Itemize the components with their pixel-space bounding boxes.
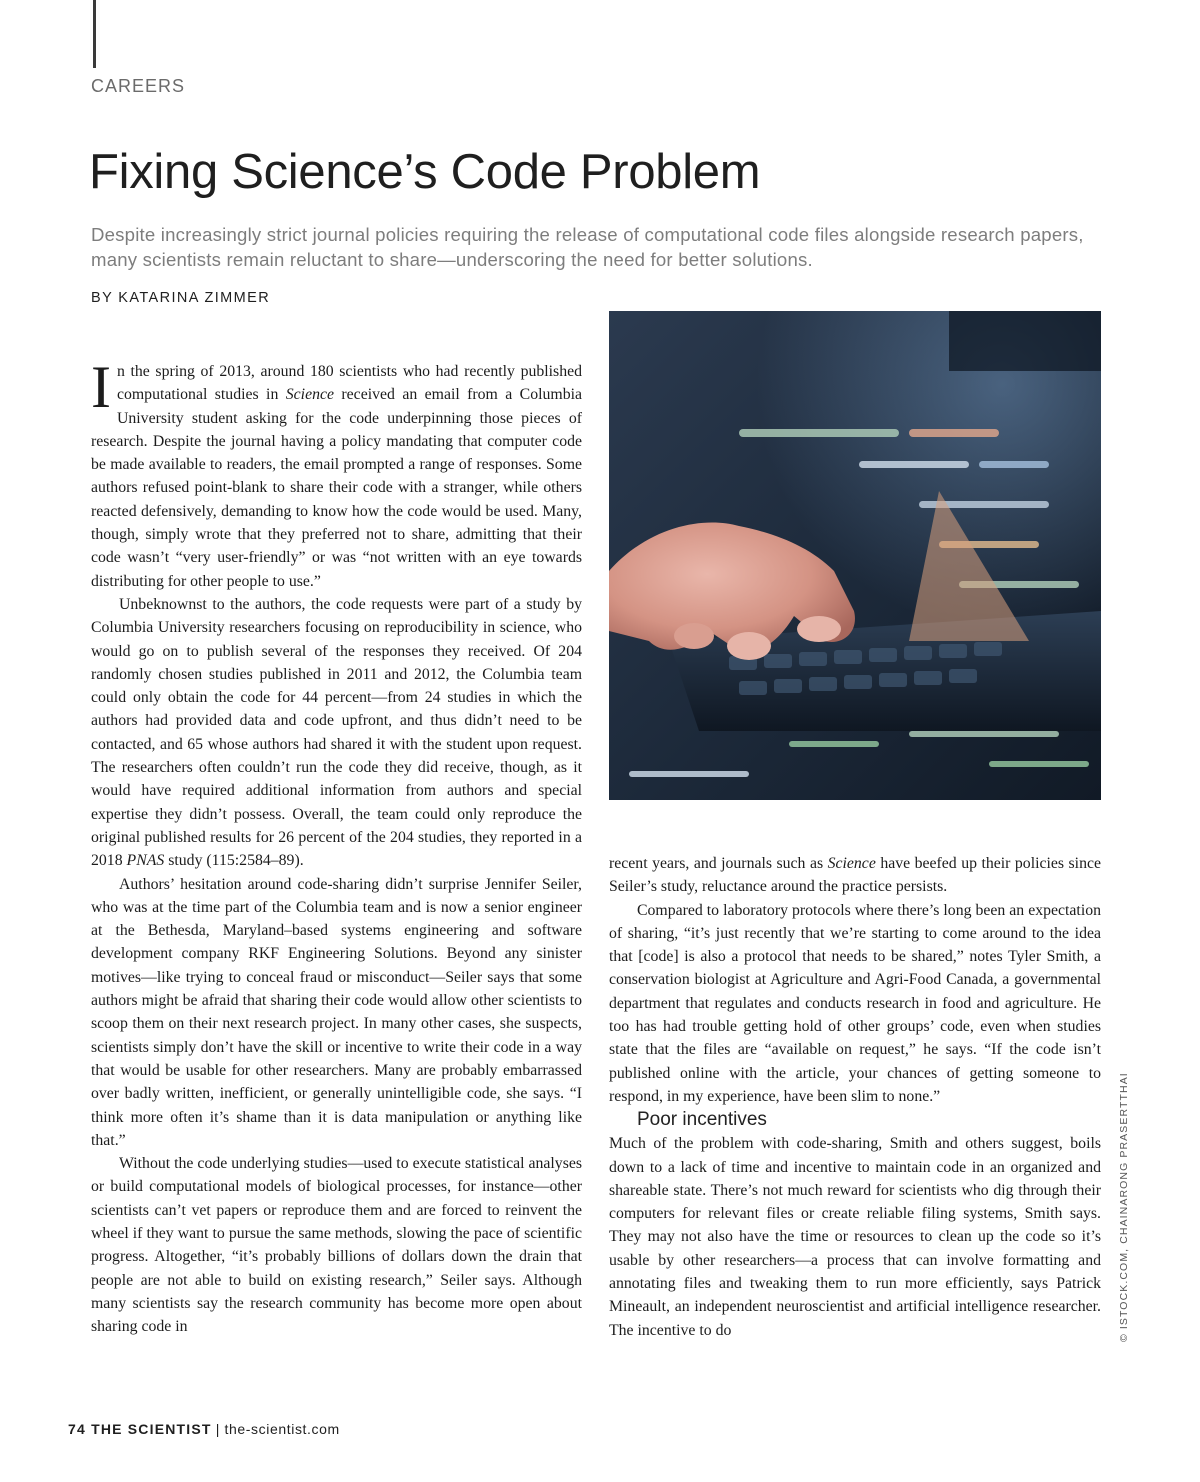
section-label: CAREERS xyxy=(91,76,186,96)
magazine-name: THE SCIENTIST xyxy=(91,1421,212,1437)
photo-credit: © ISTOCK.COM, CHAINARONG PRASERTTHAI xyxy=(1118,1072,1130,1342)
paragraph-5: recent years, and journals such as Science have beefed up their policies since Seiler’s study, reluctance around the practice persists. xyxy=(609,855,1101,896)
keyboard-code-photo xyxy=(609,311,1101,800)
page-number: 74 xyxy=(68,1421,86,1437)
article-dek: Despite increasingly strict journal policies requiring the release of computational code files alongside research papers, many scientists remain reluctant to share—underscoring the need for better solutions. xyxy=(91,224,1084,270)
article-column-left xyxy=(91,354,582,1338)
article-title: Fixing Science’s Code Problem xyxy=(89,145,761,199)
website-link[interactable]: the-scientist.com xyxy=(224,1421,340,1437)
page-footer xyxy=(68,1421,340,1437)
drop-cap: I xyxy=(91,354,111,420)
subhead-poor-incentives: Poor incentives xyxy=(637,1109,767,1131)
paragraph-1: In the spring of 2013, around 180 scientists who had recently published computational studies in Science received an email from a Columbia University student asking for the code underpinning those pieces of research. Despite the journal having a policy mandating that computer code be made available to readers, the email prompted a range of responses. Some authors refused point-blank to share their code with a stranger, while others reacted defensively, demanding to know how the code would be used. Many, though, simply wrote that they preferred not to share, admitting that their code wasn’t “very user-friendly” or was “not written with an eye towards distributing for other people to use.” xyxy=(91,354,582,590)
paragraph-2: Unbeknownst to the authors, the code requests were part of a study by Columbia University researchers focusing on reproducibility in science, who would go on to publish several of the responses they received. Of 204 randomly chosen studies published in 2011 and 2012, the Columbia team could only obtain the code for 44 percent—from 24 studies in which the authors had provided data and code upfront, and thus didn’t need to be contacted, and 65 whose authors had shared it with the student upon request. The researchers often couldn’t run the code they did receive, though, as it would have required additional information from authors and special expertise they didn’t possess. Overall, the team could only reproduce the original published results for 26 percent of the 204 studies, they reported in a 2018 PNAS study (115:2584–89). xyxy=(91,595,582,870)
header-rule xyxy=(93,0,96,68)
paragraph-7: Much of the problem with code-sharing, Smith and others suggest, boils down to a lack of time and incentive to maintain code in an organized and shareable state. There’s not much reward for scientists who dig through their computers for relevant files or create reliable filing systems, Smith says. They may not also have the time or resources to clean up the code so it’s usable by other researchers—a process that can involve formatting and annotating files and tweaking them to run more efficiently, says Patrick Mineault, an independent neuroscientist and artificial intelligence researcher. The incentive to do xyxy=(609,1135,1101,1339)
paragraph-3: Authors’ hesitation around code-sharing didn’t surprise Jennifer Seiler, who was at the time part of the Columbia team and is now a senior engineer at the Bethesda, Maryland–based systems engineering and software development company RKF Engineering Solutions. Beyond any sinister motives—like trying to conceal fraud or misconduct—Seiler says that some authors might be afraid that sharing their code would allow other scientists to scoop them on their next research project. In many other cases, she suspects, scientists simply don’t have the skill or incentive to write their code in a way that would be usable for other researchers. Many are probably embarrassed over badly written, inefficient, or generally unintelligible code, she says. “I think more often it’s shame than it is data manipulation or anything like that.” xyxy=(91,875,582,1149)
footer-separator: | xyxy=(215,1421,221,1437)
paragraph-4: Without the code underlying studies—used to execute statistical analyses or build computational models of biological processes, for instance—other scientists can’t vet papers or reproduce them and are forced to reinvent the wheel if they want to pursue the same methods, slowing the pace of scientific progress. Altogether, “it’s probably billions of dollars down the drain that people are not able to build on existing research,” Seiler says. Although many scientists say the research community has become more open about sharing code in xyxy=(91,1155,582,1336)
article-column-right xyxy=(609,852,1101,1342)
byline: BY KATARINA ZIMMER xyxy=(91,290,271,306)
paragraph-6: Compared to laboratory protocols where there’s long been an expectation of sharing, “it’s just recently that we’re starting to come around to the idea that [code] is also a protocol that needs to be shared,” notes Tyler Smith, a conservation biologist at Agriculture and Agri-Food Canada, a governmental department that regulates and conducts research in food and agriculture. He too has had trouble getting hold of other groups’ code, even when studies state that the files are “available on request,” he says. “If the code isn’t published online with the article, your chances of getting someone to respond, in my experience, have been slim to none.” xyxy=(609,901,1101,1105)
